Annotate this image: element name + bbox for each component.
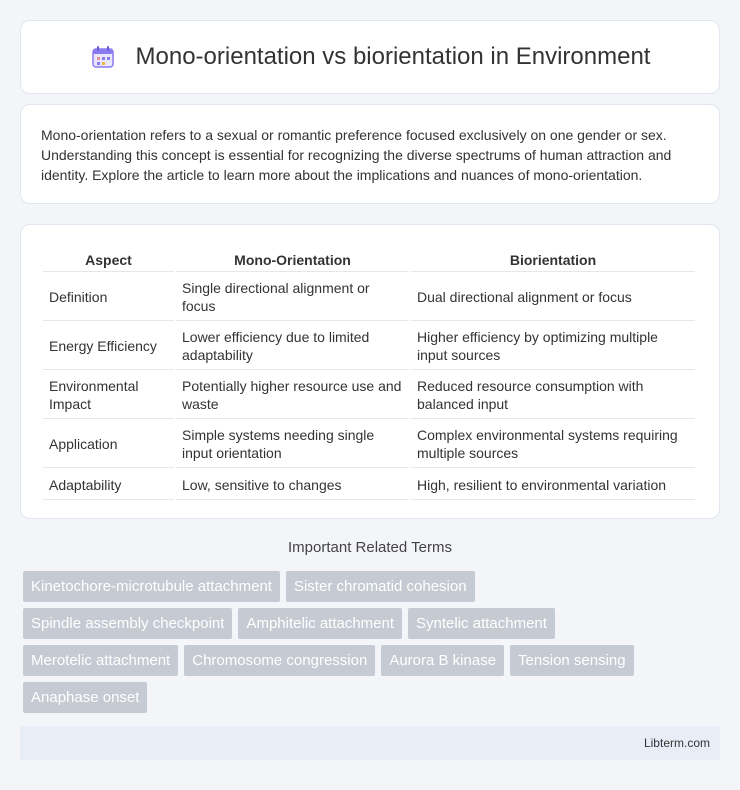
calendar-icon xyxy=(90,44,116,70)
table-row xyxy=(43,470,695,500)
related-term-tag[interactable]: Chromosome congression xyxy=(184,645,375,676)
related-term-tag[interactable]: Amphitelic attachment xyxy=(238,608,402,639)
table-cell: Single directional alignment or focus xyxy=(176,274,409,321)
table-row xyxy=(43,323,695,370)
related-terms-title: Important Related Terms xyxy=(288,539,452,556)
table-row xyxy=(43,372,695,419)
related-term-tag[interactable]: Aurora B kinase xyxy=(381,645,504,676)
table-cell: Environmental Impact xyxy=(43,372,174,419)
related-term-tag[interactable]: Merotelic attachment xyxy=(23,645,178,676)
intro-card xyxy=(20,104,720,204)
page-title: Mono-orientation vs biorientation in Environment xyxy=(135,43,651,70)
table-cell: Application xyxy=(43,421,174,468)
related-term-tag[interactable]: Sister chromatid cohesion xyxy=(286,571,475,602)
table-cell: Reduced resource consumption with balanced input xyxy=(411,372,695,419)
related-term-tag[interactable]: Spindle assembly checkpoint xyxy=(23,608,232,639)
table-cell: Complex environmental systems requiring multiple sources xyxy=(411,421,695,468)
table-row xyxy=(43,421,695,468)
table-cell: Low, sensitive to changes xyxy=(176,470,409,500)
related-term-tag[interactable]: Anaphase onset xyxy=(23,682,147,713)
related-term-tag[interactable]: Tension sensing xyxy=(510,645,634,676)
table-cell: Higher efficiency by optimizing multiple input sources xyxy=(411,323,695,370)
related-term-tag[interactable]: Syntelic attachment xyxy=(408,608,555,639)
table-header-row xyxy=(43,247,695,272)
table-header-aspect: Aspect xyxy=(43,247,174,272)
table-cell: Energy Efficiency xyxy=(43,323,174,370)
table-header-bio: Biorientation xyxy=(411,247,695,272)
table-row xyxy=(43,274,695,321)
comparison-table-card xyxy=(20,224,720,519)
table-cell: High, resilient to environmental variation xyxy=(411,470,695,500)
intro-text: Mono-orientation refers to a sexual or romantic preference focused exclusively on one gender or sex. Understanding this concept is essential for recognizing the diverse spectrums of human attraction and identity. Explore the article to learn more about the implications and nuances of mono-orientation. xyxy=(41,127,672,183)
comparison-table xyxy=(41,245,697,502)
footer xyxy=(20,726,720,760)
table-cell: Lower efficiency due to limited adaptability xyxy=(176,323,409,370)
table-cell: Dual directional alignment or focus xyxy=(411,274,695,321)
table-cell: Potentially higher resource use and waste xyxy=(176,372,409,419)
table-cell: Definition xyxy=(43,274,174,321)
related-term-tag[interactable]: Kinetochore-microtubule attachment xyxy=(23,571,280,602)
table-cell: Adaptability xyxy=(43,470,174,500)
related-terms-list xyxy=(23,571,723,719)
footer-site-link[interactable]: Libterm.com xyxy=(643,736,710,750)
header-card xyxy=(20,20,720,94)
table-cell: Simple systems needing single input orientation xyxy=(176,421,409,468)
table-header-mono: Mono-Orientation xyxy=(176,247,409,272)
